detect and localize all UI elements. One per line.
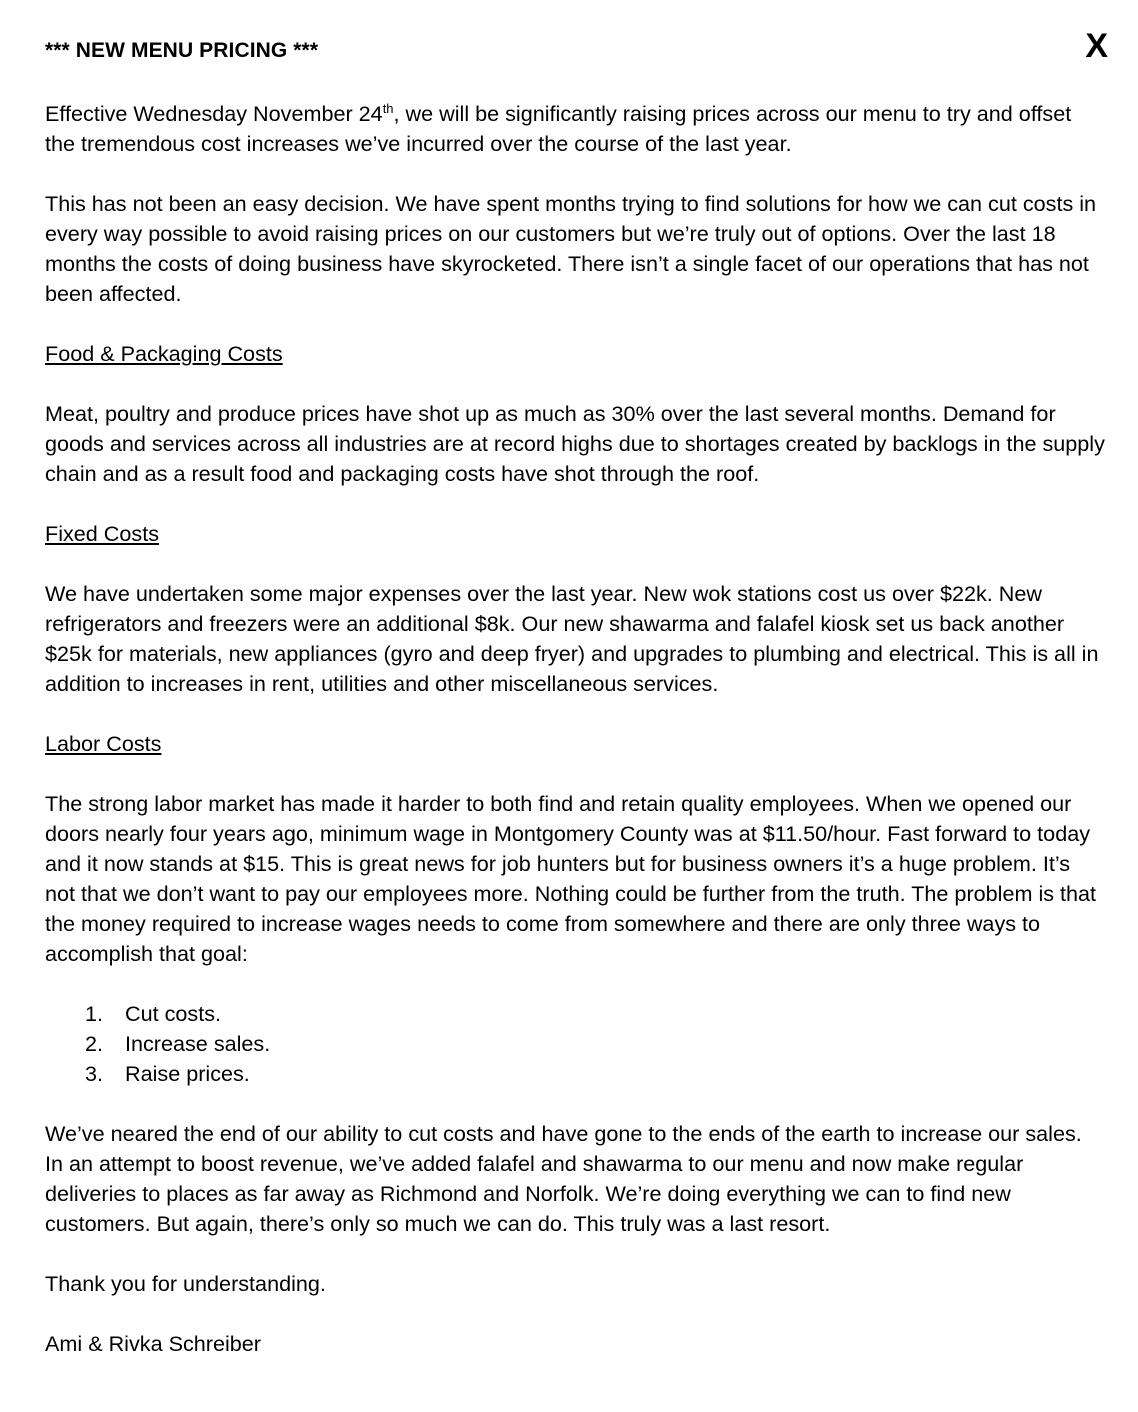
thanks-line: Thank you for understanding. [45,1271,326,1296]
notice-body [45,99,1105,1359]
list-item: 2. Increase sales. [85,1031,271,1056]
fixed-costs-paragraph: We have undertaken some major expenses over the last year. New wok stations cost us over $22k. New refrigerators and freezers were an additional $8k. Our new shawarma and falafel kiosk set us back another $25k for materials, new appliances (gyro and deep fryer) and upgrades to plumbing and electrical. This is all in addition to increases in rent, utilities and other miscellaneous services. [45,581,1099,696]
options-list [45,999,1105,1089]
food-costs-heading: Food & Packaging Costs [45,341,283,366]
closing-paragraph: We’ve neared the end of our ability to cut costs and have gone to the ends of the earth to increase our sales. In an attempt to boost revenue, we’ve added falafel and shawarma to our menu and now make regular deliveries to places as far away as Richmond and Norfolk. We’re doing everything we can to find new customers. But again, there’s only so much we can do. This truly was a last resort. [45,1121,1082,1236]
decision-paragraph: This has not been an easy decision. We have spent months trying to find solutions for how we can cut costs in every way possible to avoid raising prices on our customers but we’re truly out of options. Over the last 18 months the costs of doing business have skyrocketed. There isn’t a single facet of our operations that has not been affected. [45,191,1097,306]
date-suffix: th [382,100,394,116]
fixed-costs-heading: Fixed Costs [45,521,159,546]
close-icon[interactable]: X [1085,27,1108,65]
labor-costs-paragraph: The strong labor market has made it harder to both find and retain quality employees. When we opened our doors nearly four years ago, minimum wage in Montgomery County was at $11.50/hour. Fast forward to today and it now stands at $15. This is great news for job hunters but for business owners it’s a huge problem. It’s not that we don’t want to pay our employees more. Nothing could be further from the truth. The problem is that the money required to increase wages needs to come from somewhere and there are only three ways to accomplish that goal: [45,791,1097,966]
labor-costs-heading: Labor Costs [45,731,162,756]
list-item: 3. Raise prices. [85,1061,250,1086]
food-costs-paragraph: Meat, poultry and produce prices have shot up as much as 30% over the last several months. Demand for goods and services across all industries are at record highs due to shortages created by backlogs in the supply chain and as a result food and packaging costs have shot through the roof. [45,401,1105,486]
page-title: *** NEW MENU PRICING *** [45,39,319,62]
signature: Ami & Rivka Schreiber [45,1331,262,1356]
intro-paragraph: Effective Wednesday November 24th, we will be significantly raising prices across our menu to try and offset the tremendous cost increases we’ve incurred over the course of the last year. [45,100,1072,156]
list-item: 1. Cut costs. [85,1001,222,1026]
